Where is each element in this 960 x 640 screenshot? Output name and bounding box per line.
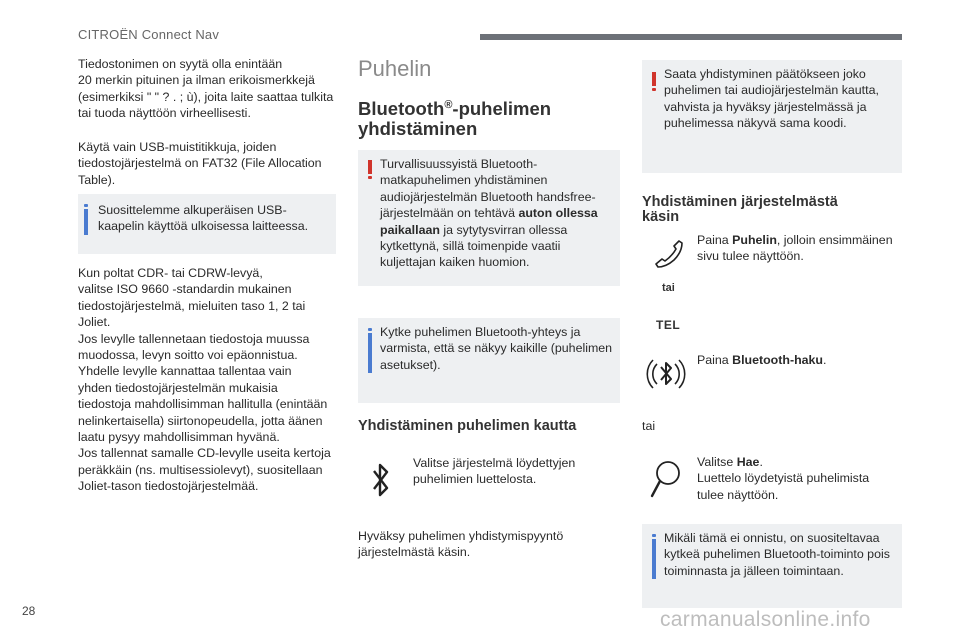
bluetooth-pairing-heading: Bluetooth®-puhelimen yhdistäminen — [358, 98, 552, 140]
info-icon — [84, 204, 88, 235]
header-bar — [480, 34, 902, 40]
usb-paragraph: Käytä vain USB-muistitikkuja, joiden tiedostojärjestelmä on FAT32 (File Allocation Table). — [78, 140, 322, 187]
info-box-usb-text: Suosittelemme alkuperäisen USB- kaapelin käyttöä ulkoisessa laitteessa. — [98, 203, 309, 234]
warning-icon — [368, 160, 372, 179]
section-title: Puhelin — [358, 56, 432, 81]
select-system-step: Valitse järjestelmä löydettyjen puhelimien luettelosta. — [413, 456, 576, 487]
info-icon — [368, 328, 372, 373]
header-title: CITROËN Connect Nav — [78, 27, 220, 42]
press-phone-step: Paina Puhelin, jolloin ensimmäinen sivu tulee näyttöön. — [697, 233, 893, 264]
info-box-visibility-text: Kytke puhelimen Bluetooth-yhteys ja varmista, että se näkyy kaikille (puhelimen asetukset). — [380, 325, 613, 372]
or-text: tai — [642, 419, 656, 433]
warning-box-confirm — [642, 60, 902, 173]
page-number: 28 — [22, 604, 36, 618]
pair-via-phone-heading: Yhdistäminen puhelimen kautta — [358, 418, 577, 434]
info-box-retry-text: Mikäli tämä ei onnistu, on suositeltavaa kytkeä puhelimen Bluetooth-toiminto pois toiminnasta ja jälleen toimintaan. — [664, 531, 890, 578]
press-bluetooth-search-step: Paina Bluetooth-haku. — [697, 353, 827, 367]
info-box-visibility — [358, 318, 620, 403]
phone-handset-icon — [652, 240, 686, 270]
info-icon — [652, 534, 656, 579]
info-box-usb — [78, 194, 336, 254]
warning-box-safety — [358, 150, 620, 286]
warning-box-safety-text: Turvallisuussyistä Bluetooth- matkapuhelimen yhdistäminen audiojärjestelmän Bluetooth handsfree- järjestelmään on tehtävä auton ollessa paikallaan ja sytytysvirran ollessa kytkettynä, sillä toimenpide vaatii kuljettajan kaiken huomion. — [380, 157, 598, 270]
warning-icon — [652, 72, 656, 91]
bluetooth-search-icon — [644, 352, 688, 396]
tel-label: TEL — [656, 318, 681, 332]
magnifier-icon — [648, 458, 684, 500]
info-box-retry — [642, 524, 902, 608]
or-label: tai — [662, 282, 675, 294]
select-search-step: Valitse Hae. Luettelo löydetyistä puhelimista tulee näyttöön. — [697, 455, 870, 502]
accept-request-paragraph: Hyväksy puhelimen yhdistymispyyntö järjestelmästä käsin. — [358, 529, 564, 560]
warning-box-confirm-text: Saata yhdistyminen päätökseen joko puhelimen tai audiojärjestelmän kautta, vahvista ja hyväksy järjestelmässä ja puhelimessa näkyvä sama koodi. — [664, 67, 879, 131]
watermark: carmanualsonline.info — [660, 608, 871, 631]
pair-via-system-heading: Yhdistäminen järjestelmästä käsin — [642, 194, 838, 225]
file-name-paragraph: Tiedostonimen on syytä olla enintään 20 merkin pituinen ja ilman erikoismerkkejä (esimerkiksi " " ? . ; ù), joita laite saattaa tulkita tai tuoda näyttöön virheellisesti. — [78, 57, 334, 121]
bluetooth-icon — [370, 462, 392, 498]
cd-paragraph: Kun poltat CDR- tai CDRW-levyä, valitse ISO 9660 -standardin mukainen tiedostojärjestelmä, mieluiten taso 1, 2 tai Joliet. Jos levylle tallennetaan tiedostoja muussa muodossa, levyn soitto voi epäonnistua. Yhdelle levylle kannattaa tallentaa vain yhden tiedostojärjestelmän mukaisia tiedostoja mahdollisimman hallitulla (enintään nelinkertaisella) siirtonopeudella, jotta äänen laatu pysyy mahdollisimman hyvänä. Jos tallennat samalle CD-levylle useita kertoja peräkkäin (ns. multisessiolevyt), suositellaan Joliet-tason tiedostojärjestelmää. — [78, 266, 331, 494]
